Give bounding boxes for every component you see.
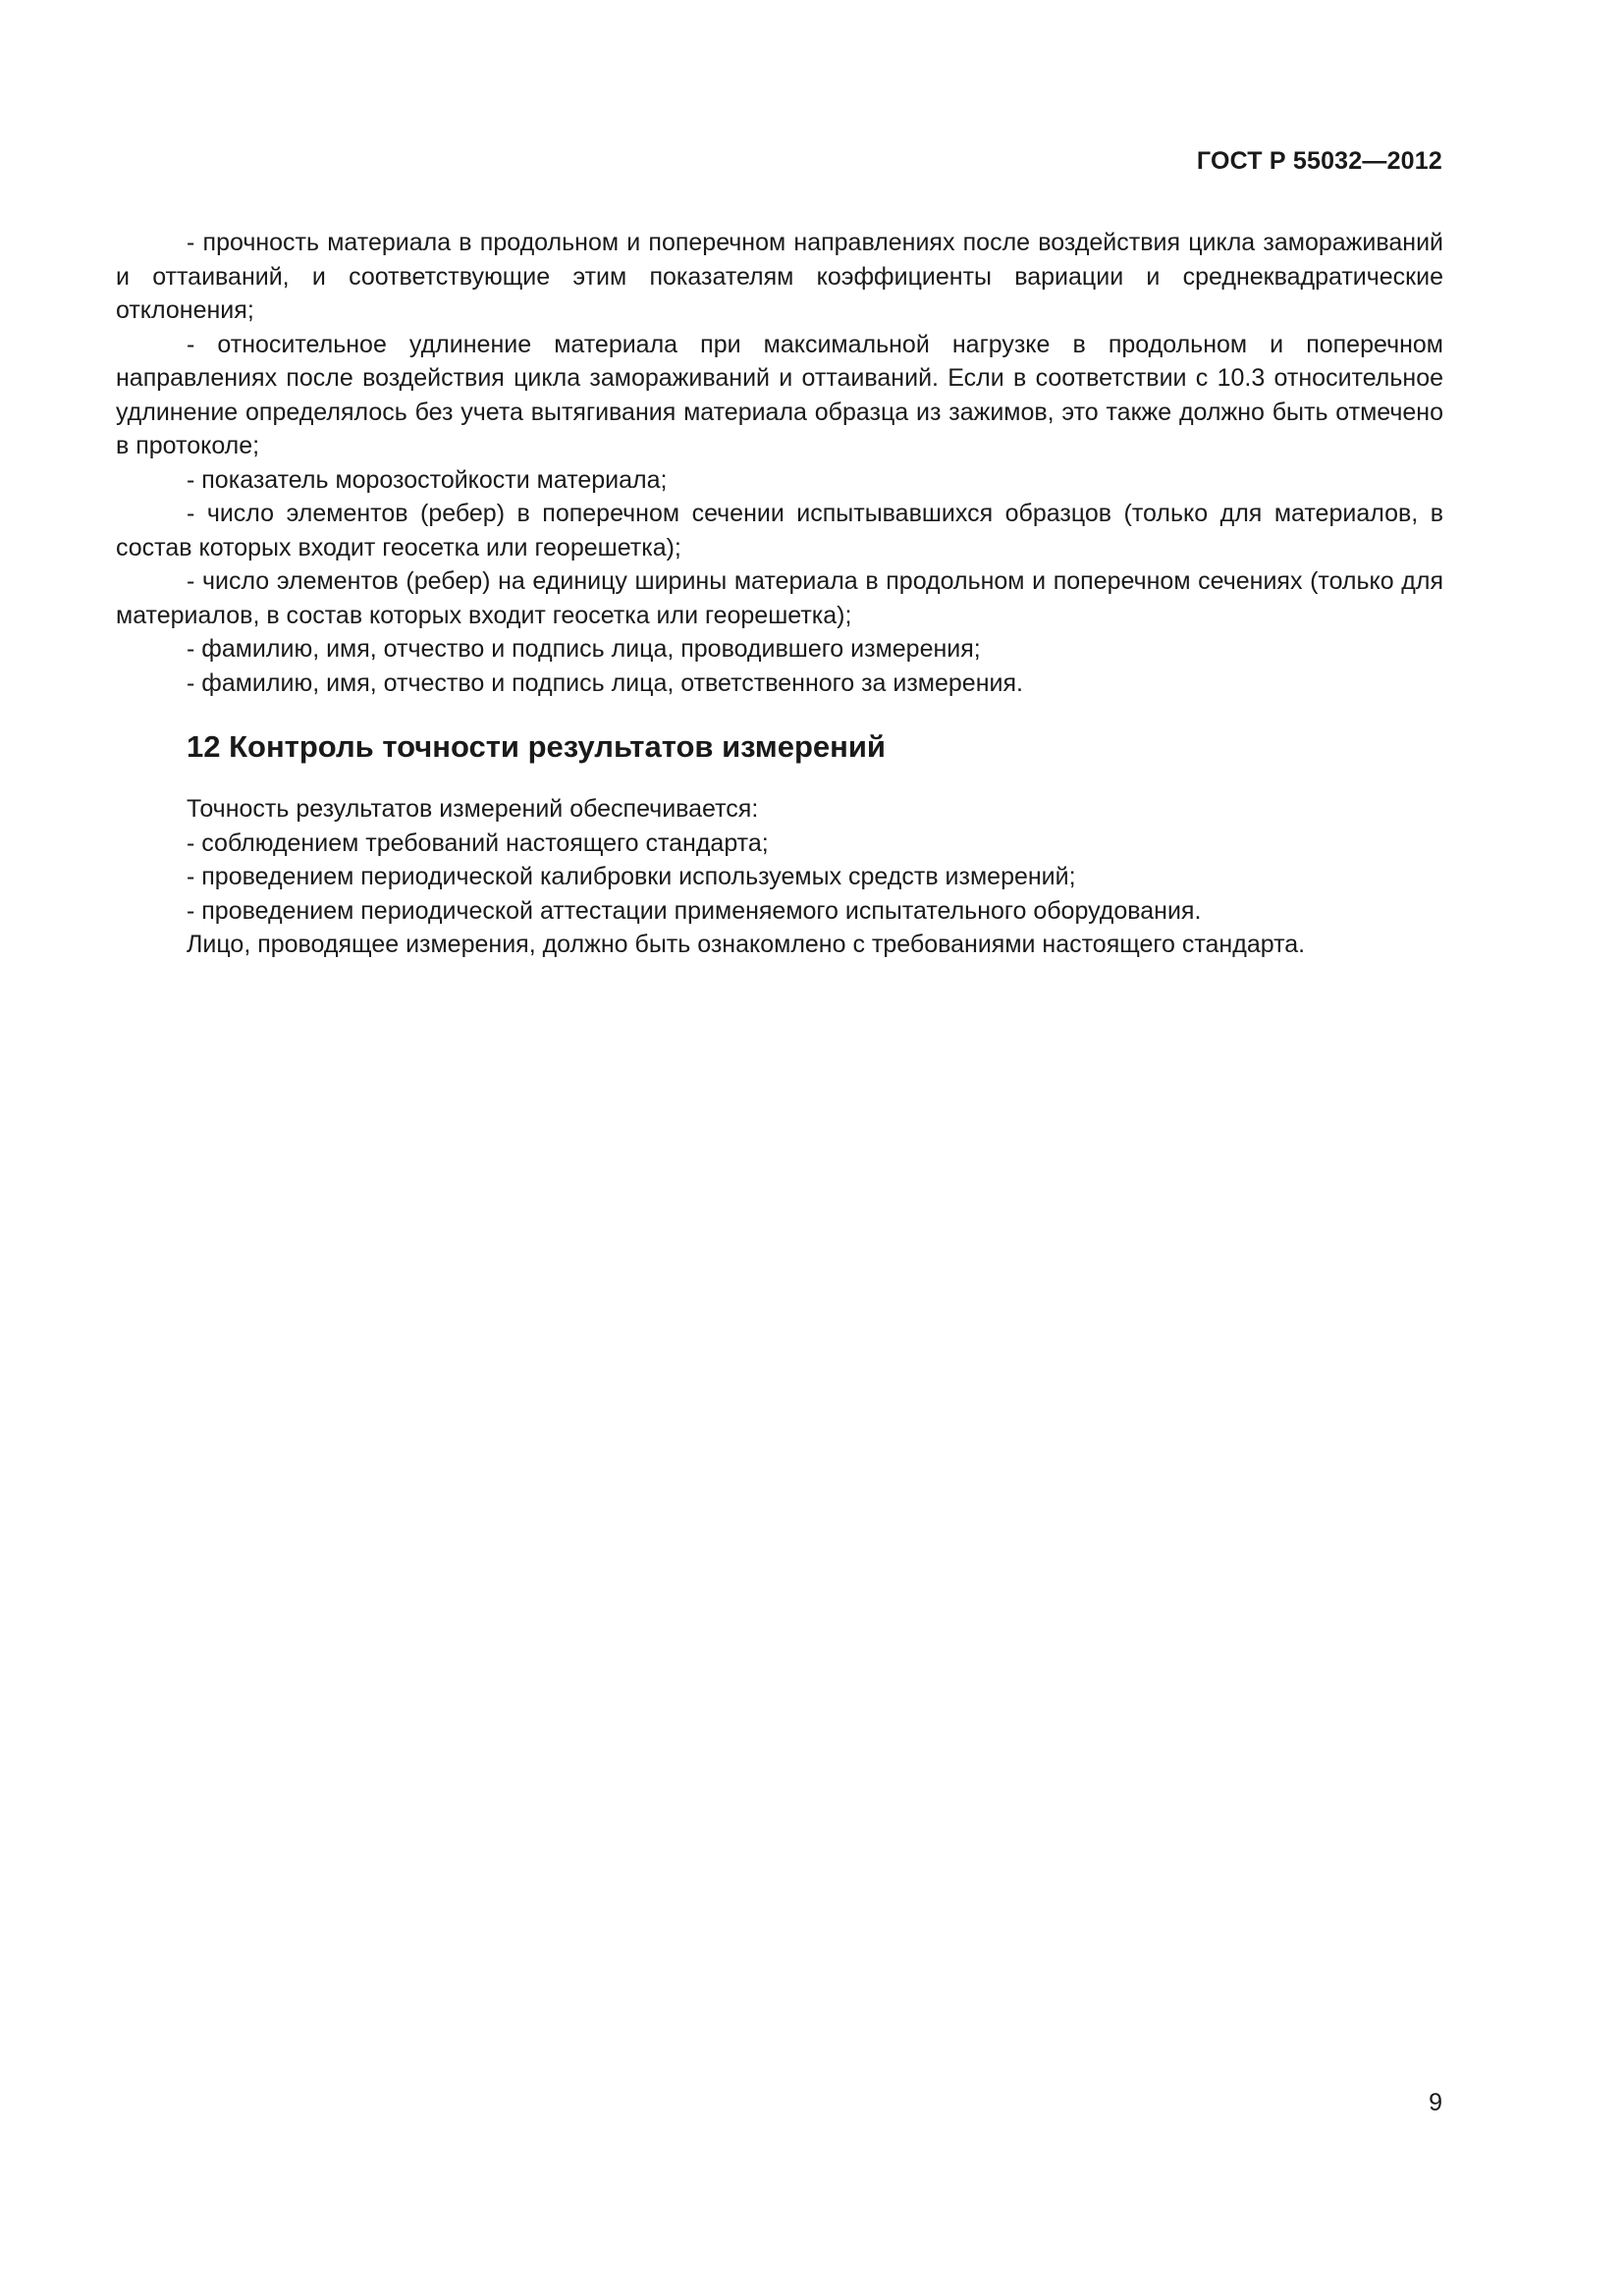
document-identifier: ГОСТ Р 55032—2012	[1196, 147, 1442, 175]
section-line: Лицо, проводящее измерения, должно быть ознакомлено с требованиями настоящего стандарта.	[187, 931, 1306, 958]
list-item: - фамилию, имя, отчество и подпись лица, проводившего измерения;	[187, 635, 981, 663]
list-item: - показатель морозостойкости материала;	[187, 465, 668, 494]
protocol-contents-list	[116, 226, 1443, 700]
list-item: - прочность материала в продольном и поперечном направлениях после воздействия цикла замораживаний и оттаиваний, и соответствующие этим показателям коэффициенты вариации и среднеквадратические отклонения;	[116, 229, 1443, 324]
list-item: - число элементов (ребер) на единицу ширины материала в продольном и поперечном сечениях (только для материалов, в состав которых входит геосетка или георешетка);	[116, 567, 1443, 629]
list-item: - фамилию, имя, отчество и подпись лица, ответственного за измерения.	[187, 668, 1023, 697]
section-line: - соблюдением требований настоящего стандарта;	[187, 828, 769, 857]
section-body	[187, 792, 1453, 962]
section-line: Точность результатов измерений обеспечивается:	[187, 795, 759, 823]
page-number: 9	[1429, 2089, 1442, 2116]
section-line: - проведением периодической калибровки используемых средств измерений;	[187, 863, 1076, 890]
list-item: - число элементов (ребер) в поперечном сечении испытывавшихся образцов (только для материалов, в состав которых входит геосетка или георешетка);	[116, 500, 1443, 561]
section-line: - проведением периодической аттестации применяемого испытательного оборудования.	[187, 896, 1202, 925]
list-item: - относительное удлинение материала при максимальной нагрузке в продольном и поперечном направлениях после воздействия цикла замораживаний и оттаиваний. Если в соответствии с 10.3 относительное удлинение определялось без учета вытягивания материала образца из зажимов, это также должно быть отмечено в протоколе;	[116, 330, 1443, 459]
section-heading: 12 Контроль точности результатов измерений	[187, 729, 886, 764]
